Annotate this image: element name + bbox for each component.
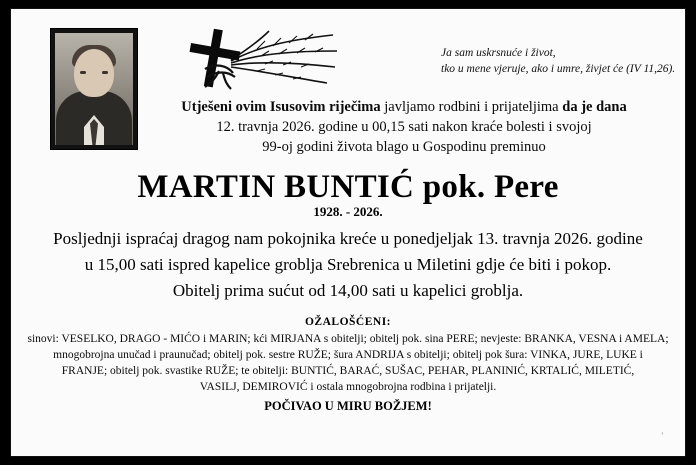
scripture-quote — [441, 45, 691, 77]
photo-eye-right — [102, 71, 108, 74]
intro-line-1 — [141, 97, 667, 117]
corner-mark: ' — [661, 431, 663, 440]
details-line-1: Posljednji ispraćaj dragog nam pokojnika kreće u ponedjeljak 13. travnja 2026. godine — [53, 229, 643, 248]
portrait-photo — [55, 33, 133, 145]
scripture-line-2: tko u mene vjeruje, ako i umre, živjet će (IV 11,26). — [441, 63, 676, 75]
mourners-list — [21, 331, 675, 395]
closing-blessing: POČIVAO U MIRU BOŽJEM! — [264, 399, 432, 413]
notice-header — [21, 15, 675, 167]
life-years: 1928. - 2026. — [313, 204, 383, 219]
mourners-line-3: FRANJE; obitelj pok. svastike RUŽE; te obitelji: BUNTIĆ, BARAĆ, SUŠAC, PEHAR, PLANINIĆ, KRTALIĆ, MILETIĆ, — [61, 365, 635, 377]
cross-icon — [161, 27, 341, 91]
mourners-line-2: mnogobrojna unučad i praunučad; obitelj pok. sestre RUŽE; šura ANDRIJA s obitelji; obitelj pok šura: VINKA, JURE, LUKE i — [53, 349, 643, 361]
funeral-details — [21, 226, 675, 304]
intro-lead: Utješeni ovim Isusovim riječima — [181, 99, 381, 115]
photo-eye-left — [80, 71, 86, 74]
mourners-line-1: sinovi: VESELKO, DRAGO - MIĆO i MARIN; kći MIRJANA s obitelji; obitelj pok. sina PERE; nevjeste: BRANKA, VESNA i AMELA; — [27, 333, 669, 345]
portrait-frame — [51, 29, 137, 149]
intro-text — [141, 97, 667, 157]
intro-line-2: 12. travnja 2026. godine u 00,15 sati nakon kraće bolesti i svojoj — [216, 119, 592, 135]
intro-rest: javljamo rodbini i prijateljima — [380, 99, 563, 115]
intro-line-3: 99-oj godini života blago u Gospodinu preminuo — [262, 139, 546, 155]
details-line-3: Obitelj prima sućut od 14,00 sati u kapelici groblja. — [172, 281, 524, 300]
deceased-name: MARTIN BUNTIĆ pok. Pere — [137, 169, 559, 205]
mourners-heading: OŽALOŠĆENI: — [304, 316, 392, 328]
mourners-line-4: VASILJ, DEMIROVIĆ i ostala mnogobrojna rodbina i prijatelji. — [199, 381, 497, 393]
obituary-sheet — [10, 8, 686, 457]
details-line-2: u 15,00 sati ispred kapelice groblja Srebrenica u Miletini gdje će biti i pokop. — [84, 255, 612, 274]
scripture-line-1: Ja sam uskrsnuće i život, — [441, 47, 556, 59]
intro-tail: da je dana — [562, 99, 627, 115]
